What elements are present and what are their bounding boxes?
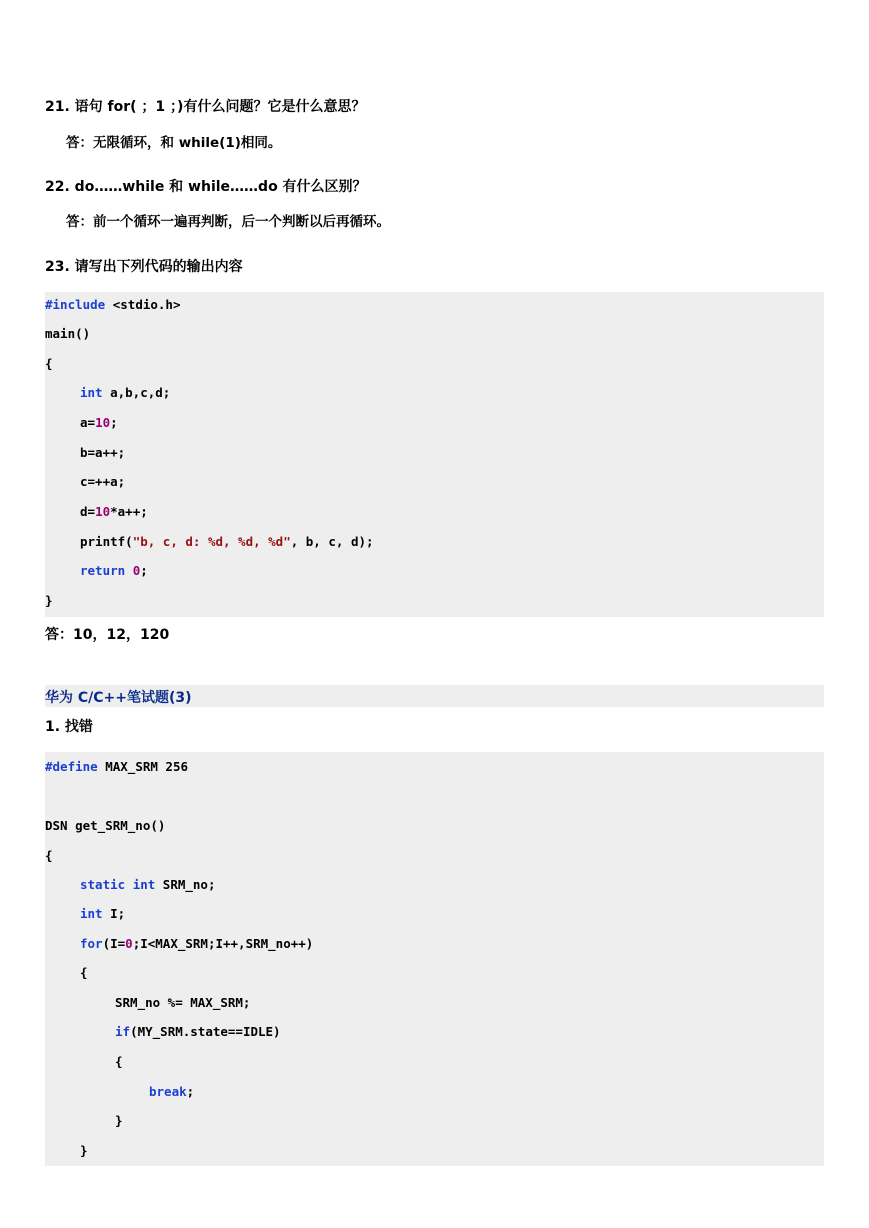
- code-line: }: [45, 593, 53, 608]
- question-1-title: 1. 找错: [45, 719, 93, 735]
- code-text: SRM_no;: [155, 877, 216, 892]
- question-21-title: 21. 语句 for( ；1 ；)有什么问题？它是什么意思？: [45, 99, 366, 115]
- question-23-answer: 答：10，12，120: [45, 627, 170, 643]
- code-line: c=++a;: [80, 474, 126, 489]
- code-text: [125, 877, 133, 892]
- code-text: <stdio.h>: [105, 297, 181, 312]
- code-line: }: [80, 1143, 88, 1158]
- code-keyword: break: [149, 1084, 187, 1099]
- code-line: [80, 532, 374, 552]
- question-23-title: 23. 请写出下列代码的输出内容: [45, 259, 243, 275]
- code-text: , b, c, d);: [290, 534, 374, 549]
- code-keyword: int: [80, 385, 103, 400]
- code-keyword: if: [115, 1024, 131, 1039]
- code-text: d=: [80, 504, 96, 519]
- code-text: MAX_SRM 256: [97, 759, 188, 774]
- code-text: ;: [110, 415, 118, 430]
- code-text: *a++;: [110, 504, 148, 519]
- code-number: 0: [125, 936, 133, 951]
- code-line: [80, 502, 148, 522]
- code-keyword: int: [132, 877, 156, 892]
- code-text: printf(: [80, 534, 133, 549]
- code-line: {: [80, 965, 88, 980]
- question-22-title: 22. do……while 和 while……do 有什么区别？: [45, 179, 367, 195]
- code-text: ;: [186, 1084, 195, 1099]
- code-line: [149, 1082, 194, 1102]
- question-22-answer: 答：前一个循环一遍再判断，后一个判断以后再循环。: [66, 214, 390, 230]
- code-line: [80, 383, 170, 403]
- code-text: [125, 563, 133, 578]
- code-line: SRM_no %= MAX_SRM;: [115, 995, 251, 1010]
- code-number: 10: [95, 415, 111, 430]
- code-text: a=: [80, 415, 96, 430]
- code-line: [80, 413, 118, 433]
- code-line: DSN get_SRM_no(): [45, 818, 166, 833]
- code-line: [80, 904, 125, 924]
- code-string: "b, c, d: %d, %d, %d": [132, 534, 291, 549]
- code-line: b=a++;: [80, 445, 126, 460]
- code-keyword: #define: [45, 759, 98, 774]
- code-line: {: [45, 356, 53, 371]
- code-line: [80, 934, 313, 954]
- code-text: ;: [140, 563, 148, 578]
- code-text: I;: [102, 906, 126, 921]
- code-keyword: #include: [45, 297, 106, 312]
- code-line: {: [45, 848, 53, 863]
- code-text: a,b,c,d;: [102, 385, 171, 400]
- code-line: }: [115, 1113, 123, 1128]
- code-line: main(): [45, 326, 91, 341]
- code-keyword: for: [80, 936, 103, 951]
- code-line: {: [115, 1054, 123, 1069]
- code-number: 0: [132, 563, 141, 578]
- code-text: (MY_SRM.state==IDLE): [130, 1024, 281, 1039]
- section-title: 华为 C/C++笔试题(3): [45, 690, 192, 706]
- code-text: ;I<MAX_SRM;I++,SRM_no++): [132, 936, 314, 951]
- code-keyword: return: [80, 563, 126, 578]
- code-line: [115, 1022, 281, 1042]
- code-line: [45, 757, 188, 777]
- code-text: (I=: [102, 936, 126, 951]
- code-line: [45, 295, 180, 315]
- code-keyword: static: [80, 877, 126, 892]
- code-line: [80, 875, 215, 895]
- question-21-answer: 答：无限循环，和 while(1)相同。: [66, 135, 282, 151]
- code-block-2: [45, 752, 824, 1166]
- section-heading-bar: [45, 685, 824, 707]
- code-line: [80, 561, 148, 581]
- code-block-1: [45, 292, 824, 617]
- code-keyword: int: [80, 906, 103, 921]
- code-number: 10: [95, 504, 111, 519]
